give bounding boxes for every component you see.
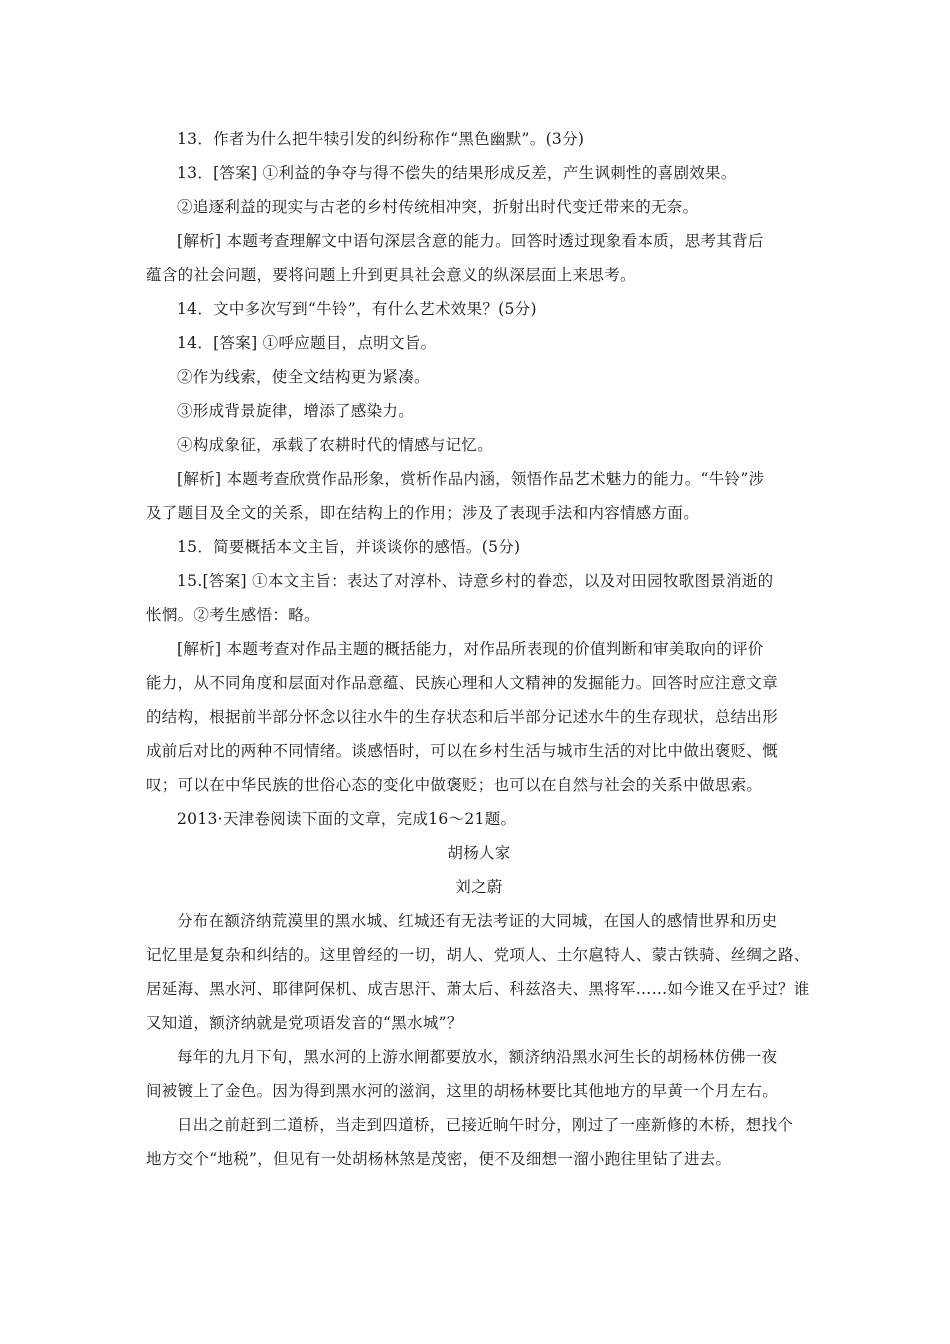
article-paragraph-3-line-2: 地方交个“地税”，但见有一处胡杨林煞是茂密，便不及细想一溜小跑往里钻了进去。 — [146, 1150, 732, 1168]
answer-15-line-1: 15.[答案] ①本文主旨：表达了对淳朴、诗意乡村的眷恋，以及对田园牧歌图景消逝的 — [177, 572, 774, 590]
answer-14-line-3: ③形成背景旋律，增添了感染力。 — [177, 402, 415, 420]
answer-14-line-4: ④构成象征，承载了农耕时代的情感与记忆。 — [177, 436, 494, 454]
analysis-15-line-2: 能力，从不同角度和层面对作品意蕴、民族心理和人文精神的发掘能力。回答时应注意文章 — [146, 674, 779, 692]
question-15: 15．简要概括本文主旨，并谈谈你的感悟。(5分) — [177, 538, 521, 556]
article-paragraph-3-line-1: 日出之前赶到二道桥，当走到四道桥，已接近晌午时分，刚过了一座新修的木桥，想找个 — [177, 1116, 794, 1134]
article-paragraph-2-line-2: 间被镀上了金色。因为得到黑水河的滋润，这里的胡杨林要比其他地方的早黄一个月左右。 — [146, 1082, 779, 1100]
article-paragraph-2-line-1: 每年的九月下旬，黑水河的上游水闸都要放水，额济纳沿黑水河生长的胡杨林仿佛一夜 — [177, 1048, 778, 1066]
answer-13-line-1: 13．[答案] ①利益的争夺与得不偿失的结果形成反差，产生讽刺性的喜剧效果。 — [177, 164, 737, 182]
article-author: 刘之蔚 — [455, 878, 503, 896]
answer-14-line-2: ②作为线索，使全文结构更为紧凑。 — [177, 368, 430, 386]
article-paragraph-1-line-4: 又知道，额济纳就是党项语发音的“黑水城”？ — [146, 1014, 463, 1032]
question-14: 14．文中多次写到“牛铃”，有什么艺术效果？(5分) — [177, 300, 537, 318]
analysis-13-line-2: 蕴含的社会问题，要将问题上升到更具社会意义的纵深层面上来思考。 — [146, 266, 636, 284]
article-title: 胡杨人家 — [447, 844, 511, 862]
article-paragraph-1-line-3: 居延海、黑水河、耶律阿保机、成吉思汗、萧太后、科兹洛夫、黑将军……如今谁又在乎过？谁 — [146, 980, 810, 998]
analysis-15-line-5: 叹；可以在中华民族的世俗心态的变化中做褒贬；也可以在自然与社会的关系中做思索。 — [146, 776, 763, 794]
document-body — [146, 122, 812, 1176]
analysis-15-line-3: 的结构，根据前半部分怀念以往水牛的生存状态和后半部分记述水牛的生存现状，总结出形 — [146, 708, 779, 726]
analysis-13-line-1: [解析] 本题考查理解文中语句深层含意的能力。回答时透过现象看本质，思考其背后 — [177, 232, 764, 250]
question-13: 13．作者为什么把牛犊引发的纠纷称作“黑色幽默”。(3分) — [177, 130, 585, 148]
analysis-15-line-1: [解析] 本题考查对作品主题的概括能力，对作品所表现的价值判断和审美取向的评价 — [177, 640, 764, 658]
answer-15-line-2: 怅惘。②考生感悟：略。 — [146, 606, 320, 624]
answer-14-line-1: 14．[答案] ①呼应题目，点明文旨。 — [177, 334, 437, 352]
analysis-14-line-2: 及了题目及全文的关系，即在结构上的作用；涉及了表现手法和内容情感方面。 — [146, 504, 700, 522]
reading-instruction: 2013·天津卷阅读下面的文章，完成16～21题。 — [177, 810, 517, 828]
analysis-15-line-4: 成前后对比的两种不同情绪。谈感悟时，可以在乡村生活与城市生活的对比中做出褒贬、慨 — [146, 742, 779, 760]
answer-13-line-2: ②追逐利益的现实与古老的乡村传统相冲突，折射出时代变迁带来的无奈。 — [177, 198, 699, 216]
analysis-14-line-1: [解析] 本题考查欣赏作品形象，赏析作品内涵，领悟作品艺术魅力的能力。“牛铃”涉 — [177, 470, 765, 488]
article-paragraph-1-line-2: 记忆里是复杂和纠结的。这里曾经的一切，胡人、党项人、土尔扈特人、蒙古铁骑、丝绸之路、 — [146, 946, 810, 964]
article-paragraph-1-line-1: 分布在额济纳荒漠里的黑水城、红城还有无法考证的大同城，在国人的感情世界和历史 — [177, 912, 778, 930]
